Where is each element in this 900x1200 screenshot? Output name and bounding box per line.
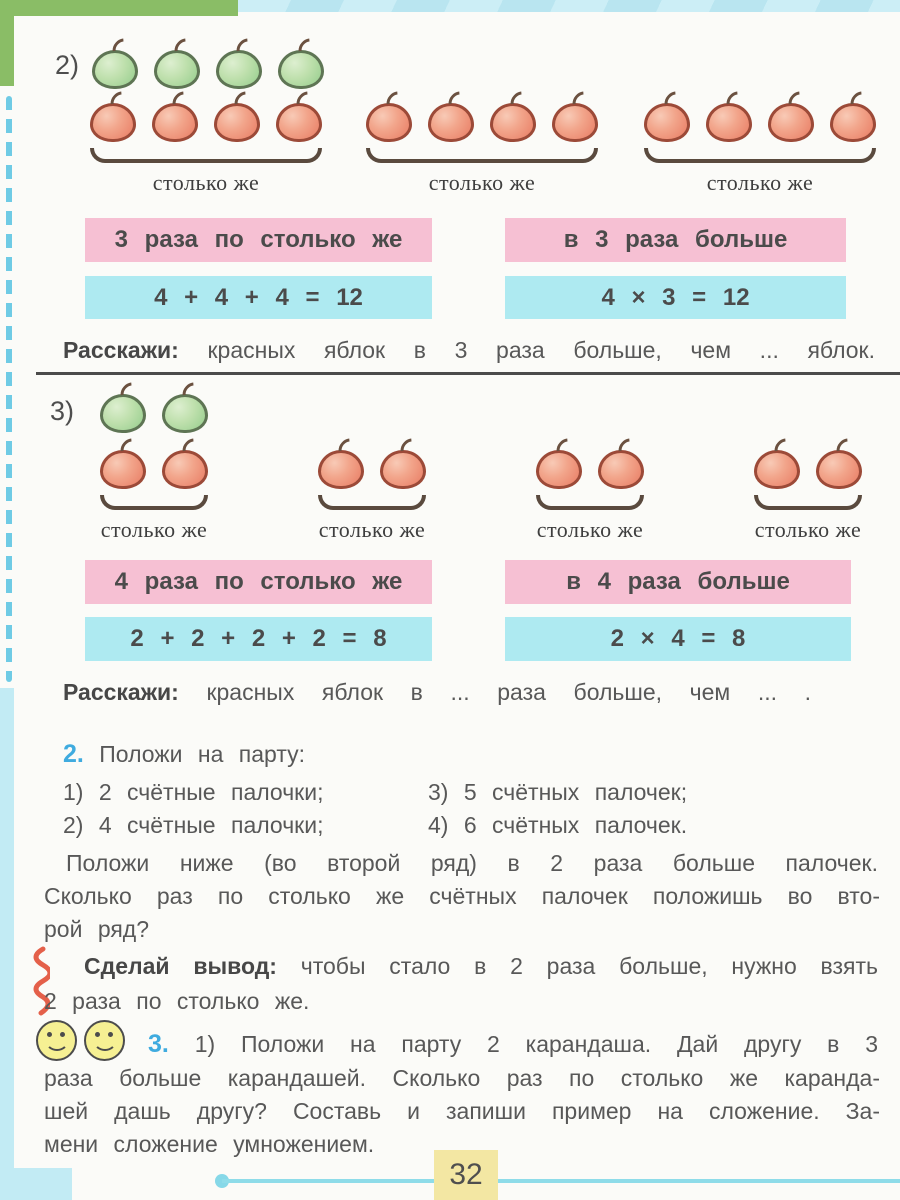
same-amount-label: столько же (706, 170, 814, 195)
red-apple-icon (598, 450, 644, 489)
red-apple-group (318, 450, 426, 543)
red-apple-group (536, 450, 644, 543)
red-apples-row (366, 103, 598, 143)
footer-rule (222, 1179, 900, 1183)
same-amount-label: столько же (318, 517, 426, 542)
red-apple-group (90, 103, 322, 196)
page-number: 32 (434, 1150, 498, 1200)
task2-paragraph-line: Положи ниже (во второй ряд) в 2 раза больше палочек. (66, 850, 878, 876)
red-apples-row (90, 103, 322, 143)
task3-line (148, 1030, 878, 1058)
bottom-left-cyan-corner (0, 1168, 72, 1200)
red-apple-icon (428, 103, 474, 142)
green-apple-icon (162, 394, 208, 433)
red-apple-icon (366, 103, 412, 142)
red-apple-icon (830, 103, 876, 142)
task3-text: 1) Положи на парту 2 карандаша. Дай другу в 3 (194, 1031, 878, 1057)
red-apple-icon (380, 450, 426, 489)
task3-number: 3. (148, 1030, 169, 1058)
tell-lead-in: Расскажи: (63, 337, 179, 363)
smiley-face-icon (84, 1020, 125, 1061)
red-apple-group (366, 103, 598, 196)
banner-addition-equation: 2 + 2 + 2 + 2 = 8 (85, 617, 432, 661)
green-apple-icon (278, 50, 324, 89)
section-divider-rule (36, 372, 900, 375)
red-apple-icon (536, 450, 582, 489)
task2-paragraph-line: Сколько раз по столько же счётных палочек положишь во вто- (44, 883, 880, 909)
task2-list-item: 3) 5 счётных палочек; (428, 779, 688, 805)
conclusion-line (84, 952, 878, 980)
banner-multiplication-equation: 2 × 4 = 8 (505, 617, 851, 661)
group-bracket (90, 148, 322, 163)
task2-number: 2. (63, 740, 84, 768)
red-apples-row (754, 450, 862, 490)
red-apple-icon (162, 450, 208, 489)
group-bracket (366, 148, 598, 163)
same-amount-label: столько же (536, 517, 644, 542)
group-bracket (754, 495, 862, 510)
red-apple-icon (768, 103, 814, 142)
red-apple-icon (644, 103, 690, 142)
same-amount-label: столько же (100, 517, 208, 542)
same-amount-label: столько же (428, 170, 536, 195)
banner-times-as-many-phrase: 3 раза по столько же (85, 218, 432, 262)
task2-list-item: 2) 4 счётные палочки; (63, 812, 324, 838)
group-bracket (100, 495, 208, 510)
red-apple-icon (552, 103, 598, 142)
task2-list-item: 1) 2 счётные палочки; (63, 779, 324, 805)
task3-line: раза больше карандашей. Сколько раз по столько же каранда- (44, 1065, 880, 1091)
banner-times-more-phrase: в 4 раза больше (505, 560, 851, 604)
left-edge-green-corner (0, 0, 14, 86)
task3-line: шей дашь другу? Составь и запиши пример на сложение. За- (44, 1098, 880, 1124)
red-apple-icon (100, 450, 146, 489)
banner-addition-equation: 4 + 4 + 4 = 12 (85, 276, 432, 319)
task2-paragraph-line: рой ряд? (44, 916, 150, 942)
green-apples-row-section3 (100, 394, 208, 434)
red-apples-row (100, 450, 208, 490)
group-bracket (318, 495, 426, 510)
red-apple-icon (754, 450, 800, 489)
red-apple-icon (706, 103, 752, 142)
tell-sentence-section3 (63, 678, 811, 706)
tell-sentence-section2 (63, 336, 875, 364)
green-apple-icon (216, 50, 262, 89)
tell-text: красных яблок в ... раза больше, чем ... . (206, 679, 811, 705)
conclusion-text: чтобы стало в 2 раза больше, нужно взять (300, 953, 879, 979)
item-2-label: 2) (55, 50, 80, 80)
left-edge-cyan-strip (0, 688, 14, 1200)
red-apples-row (536, 450, 644, 490)
top-edge-cyan-strip (238, 0, 900, 12)
red-apple-icon (276, 103, 322, 142)
green-apple-icon (100, 394, 146, 433)
red-apple-icon (214, 103, 260, 142)
group-bracket (644, 148, 876, 163)
item-3-label: 3) (50, 396, 75, 426)
tell-text: красных яблок в 3 раза больше, чем ... яблок. (207, 337, 875, 363)
task3-line: мени сложение умножением. (44, 1131, 375, 1157)
red-apple-icon (152, 103, 198, 142)
red-apple-icon (90, 103, 136, 142)
banner-times-more-phrase: в 3 раза больше (505, 218, 846, 262)
task2-title: Положи на парту: (99, 741, 306, 767)
red-apples-row (644, 103, 876, 143)
red-apple-group (644, 103, 876, 196)
same-amount-label: столько же (152, 170, 260, 195)
top-edge-green-strip (0, 0, 238, 16)
tell-lead-in: Расскажи: (63, 679, 179, 705)
banner-times-as-many-phrase: 4 раза по столько же (85, 560, 432, 604)
green-apples-row-section2 (92, 50, 324, 90)
conclusion-lead-in: Сделай вывод: (84, 953, 277, 979)
task2-list-item: 4) 6 счётных палочек. (428, 812, 688, 838)
red-apple-icon (490, 103, 536, 142)
group-bracket (536, 495, 644, 510)
conclusion-line: 2 раза по столько же. (44, 988, 310, 1014)
red-apple-icon (318, 450, 364, 489)
left-margin-dashed-line (6, 96, 12, 682)
green-apple-icon (154, 50, 200, 89)
red-apple-group (100, 450, 208, 543)
smiley-face-icon (36, 1020, 77, 1061)
task2-heading (63, 740, 305, 768)
banner-multiplication-equation: 4 × 3 = 12 (505, 276, 846, 319)
same-amount-label: столько же (754, 517, 862, 542)
green-apple-icon (92, 50, 138, 89)
red-apple-icon (816, 450, 862, 489)
red-apple-group (754, 450, 862, 543)
red-apples-row (318, 450, 426, 490)
